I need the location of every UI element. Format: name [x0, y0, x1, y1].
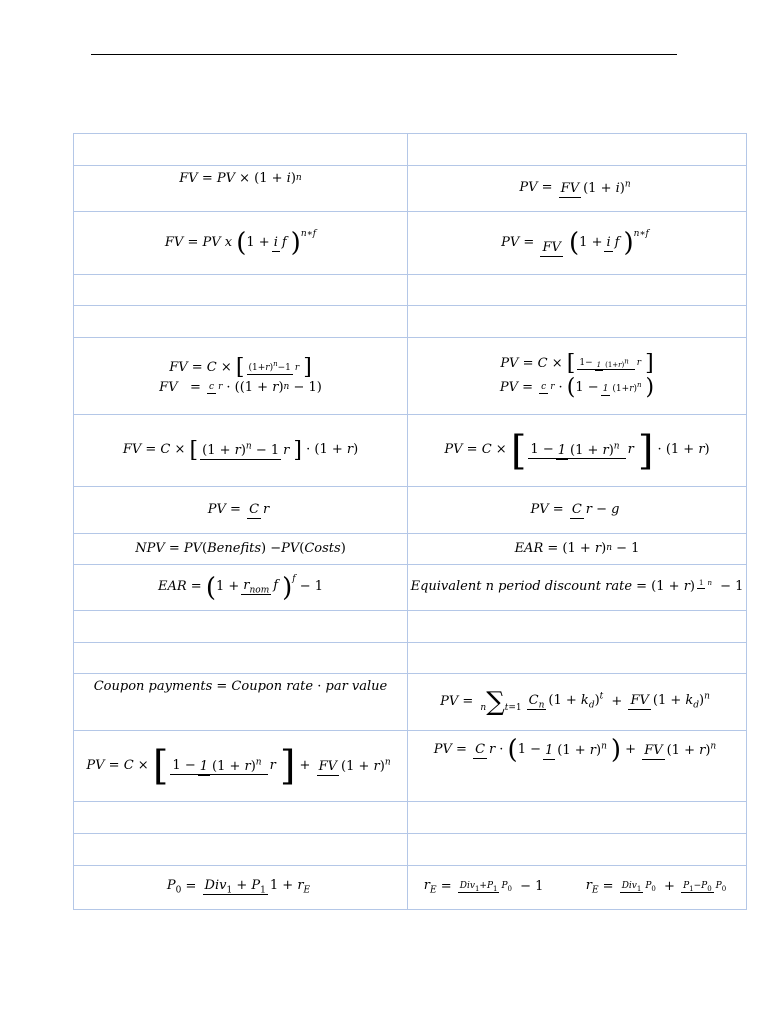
- formula-cell: [408, 306, 747, 338]
- stock-price-formula: $P_0$ = $Div_1 + P_1$ $1 + r_E$: [166, 877, 311, 896]
- table-row: [74, 275, 747, 306]
- formula-cell: [408, 487, 747, 534]
- table-row: [74, 534, 747, 565]
- table-row: [74, 866, 747, 910]
- table-row: [74, 731, 747, 802]
- formula-cell: [408, 611, 747, 643]
- pv-compound-formula: PV = FV $(1 + i)^n$: [519, 179, 631, 197]
- table-row: [74, 834, 747, 866]
- pv-annuity-due-formula: PV = C × [ 1 − 1 $(1 + r)^n$ r ] · (1 + r ): [444, 427, 710, 474]
- formula-cell: [74, 834, 408, 866]
- npv-formula: NPV = PV ( Benefits ) − PV ( Costs ): [135, 540, 346, 556]
- formula-cell: [74, 134, 408, 166]
- formula-cell: [74, 166, 408, 212]
- formula-cell: [408, 534, 747, 565]
- pv-growing-perpetuity-formula: PV = C r − g: [530, 501, 620, 517]
- table-row: [74, 487, 747, 534]
- formula-cell: [408, 338, 747, 415]
- table-row: [74, 306, 747, 338]
- table-row: [74, 802, 747, 834]
- formula-cell: [74, 674, 408, 731]
- formula-cell: [74, 275, 408, 306]
- formula-cell: [408, 275, 747, 306]
- equity-return-split-formula: $r_E$ = Div$_1$ $P_0$ + $P_1-P_0$ $P_0$: [585, 877, 727, 896]
- formula-cell: [408, 731, 747, 802]
- ear-formula: EAR = (1 + r ) n − 1: [514, 540, 640, 556]
- formula-cell: [74, 866, 408, 910]
- formula-cell: [408, 866, 747, 910]
- fv-annuity-due-formula: FV = C × [ $(1 + r)^n - 1$ r ] · (1 + r ): [122, 437, 359, 463]
- formula-cell: [408, 834, 747, 866]
- header-rule: [91, 54, 677, 55]
- formula-cell: [74, 731, 408, 802]
- pv-annuity-alt-formula: PV = c r · ( 1 − 1 $(1+r)^n$ ): [499, 375, 655, 400]
- table-row: [74, 643, 747, 674]
- table-row: [74, 212, 747, 275]
- equity-return-formula: $r_E$ = $Div_1+P_1$ $P_0$ − 1: [423, 877, 544, 896]
- formula-cell: [74, 565, 408, 611]
- formula-cell: [74, 643, 408, 674]
- formula-cell: [408, 565, 747, 611]
- table-row: [74, 415, 747, 487]
- fv-compound-formula: FV = PV × (1 + i ) n: [179, 171, 302, 186]
- fv-annuity-alt-formula: FV = c r · ((1 + r ) n − 1): [159, 379, 322, 395]
- bond-pv-alt-formula: PV = C r · ( 1 − 1 $(1 + r)^n$ ) + FV $(1 + r)^n$: [433, 735, 717, 765]
- table-row: [74, 338, 747, 415]
- formula-cell: [74, 802, 408, 834]
- formula-cell: [74, 415, 408, 487]
- table-row: [74, 611, 747, 643]
- formula-table: [73, 133, 747, 910]
- pv-periodic-formula: PV = FV ( 1 + i f ) $^{n∗f}$: [501, 228, 649, 258]
- formula-cell: [408, 166, 747, 212]
- formula-cell: [74, 487, 408, 534]
- formula-cell: [408, 134, 747, 166]
- pv-perpetuity-formula: PV = C r: [207, 501, 270, 517]
- formula-cell: [74, 534, 408, 565]
- bond-pv-annuity-formula: PV = C × [ 1 − 1 $(1 + r)^n$ r ] + FV $(1 + r)^n$: [86, 743, 391, 789]
- table-row: [74, 674, 747, 731]
- table-row: [74, 565, 747, 611]
- formula-cell: [74, 306, 408, 338]
- bond-pv-sum-formula: PV = n∑t=1 $C_n$ $(1 + k_d)^t$ + FV $(1 + k_d)^n$: [440, 687, 710, 717]
- coupon-payments-formula: Coupon payments = Coupon rate · par value: [93, 679, 388, 694]
- formula-cell: [408, 415, 747, 487]
- formula-cell: [408, 212, 747, 275]
- equivalent-rate-formula: Equivalent n period discount rate = (1 + r ) 1 n − 1: [410, 579, 744, 595]
- formula-cell: [74, 338, 408, 415]
- fv-annuity-formula: FV = C × [ $(1+r)^n-1$ r ]: [169, 354, 312, 380]
- table-row: [74, 166, 747, 212]
- formula-cell: [74, 611, 408, 643]
- fv-periodic-formula: FV = PV x ( 1 + i f ) $^{n∗f}$: [164, 228, 317, 258]
- ear-nominal-formula: EAR = ( 1 + $r_{nom}$ f ) $^f$ − 1: [157, 572, 323, 603]
- formula-cell: [408, 674, 747, 731]
- table-row: [74, 134, 747, 166]
- formula-cell: [74, 212, 408, 275]
- formula-cell: [408, 643, 747, 674]
- pv-annuity-formula: PV = C × [ 1− 1 $(1+r)^n$ r ]: [500, 351, 654, 376]
- formula-cell: [408, 802, 747, 834]
